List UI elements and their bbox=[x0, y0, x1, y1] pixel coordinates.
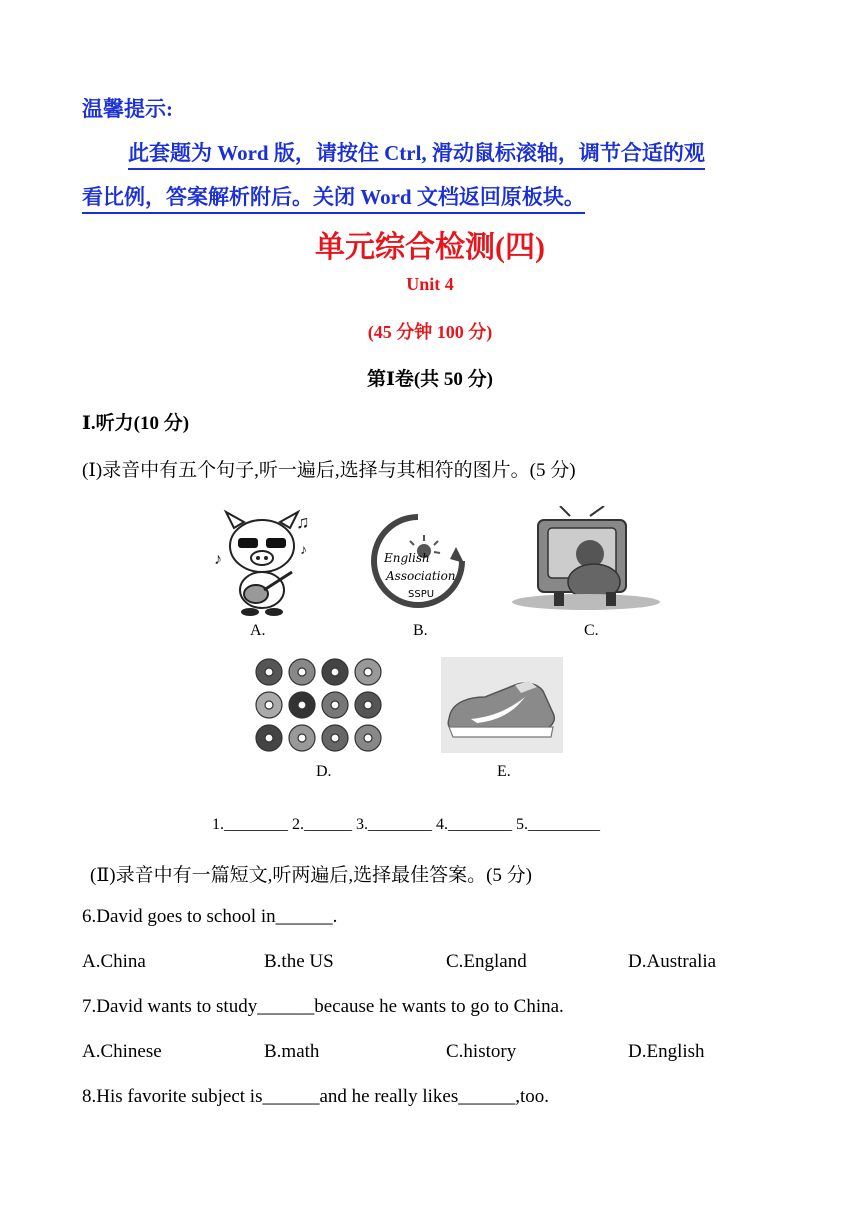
question-7: 7.David wants to study______because he wants to go to China. bbox=[82, 996, 564, 1017]
tip-title: 温馨提示: bbox=[82, 97, 173, 121]
pig-guitar-icon bbox=[212, 506, 312, 618]
boy-watching-tv-icon bbox=[510, 506, 662, 614]
english-association-logo bbox=[368, 511, 468, 611]
q7-option-c: C.history bbox=[446, 1041, 517, 1062]
time-score: (45 分钟 100 分) bbox=[367, 322, 493, 342]
answer-blanks: 1.________ 2.______ 3.________ 4.________ 5._________ bbox=[212, 816, 600, 833]
q6-option-a: A.China bbox=[82, 951, 146, 972]
tip-line-2: 看比例，答案解析附后。关闭 Word 文档返回原板块。 bbox=[82, 181, 585, 214]
svg-text:♪: ♪ bbox=[300, 543, 307, 558]
donuts-icon bbox=[253, 657, 385, 753]
logo-text-association: Association bbox=[386, 569, 456, 583]
picture-label-e: E. bbox=[497, 763, 511, 780]
tip-line-1: 此套题为 Word 版，请按住 Ctrl, 滑动鼠标滚轴，调节合适的观 bbox=[128, 137, 705, 170]
sneaker-icon bbox=[441, 657, 563, 753]
page-title: 单元综合检测(四) bbox=[315, 231, 545, 264]
question-6: 6.David goes to school in______. bbox=[82, 906, 338, 927]
section-heading: Ⅰ.听力(10 分) bbox=[82, 413, 190, 434]
picture-label-d: D. bbox=[316, 763, 332, 780]
q7-option-d: D.English bbox=[628, 1041, 705, 1062]
listening-part-2-instruction: (Ⅱ)录音中有一篇短文,听两遍后,选择最佳答案。(5 分) bbox=[90, 865, 532, 886]
question-8: 8.His favorite subject is______and he really likes______,too. bbox=[82, 1086, 549, 1107]
q7-option-a: A.Chinese bbox=[82, 1041, 162, 1062]
q6-option-b: B.the US bbox=[264, 951, 334, 972]
listening-part-1-instruction: (Ⅰ)录音中有五个句子,听一遍后,选择与其相符的图片。(5 分) bbox=[82, 460, 576, 481]
logo-text-sspu: SSPU bbox=[408, 589, 435, 600]
q7-option-b: B.math bbox=[264, 1041, 320, 1062]
unit-label: Unit 4 bbox=[406, 274, 454, 294]
part-heading: 第Ⅰ卷(共 50 分) bbox=[366, 369, 494, 390]
svg-text:♪: ♪ bbox=[214, 551, 222, 568]
logo-text-english: English bbox=[384, 551, 430, 565]
q6-option-c: C.England bbox=[446, 951, 527, 972]
picture-label-c: C. bbox=[584, 622, 599, 639]
q6-option-d: D.Australia bbox=[628, 951, 717, 972]
picture-label-a: A. bbox=[250, 622, 266, 639]
picture-label-b: B. bbox=[413, 622, 428, 639]
svg-text:♫: ♫ bbox=[296, 512, 310, 532]
